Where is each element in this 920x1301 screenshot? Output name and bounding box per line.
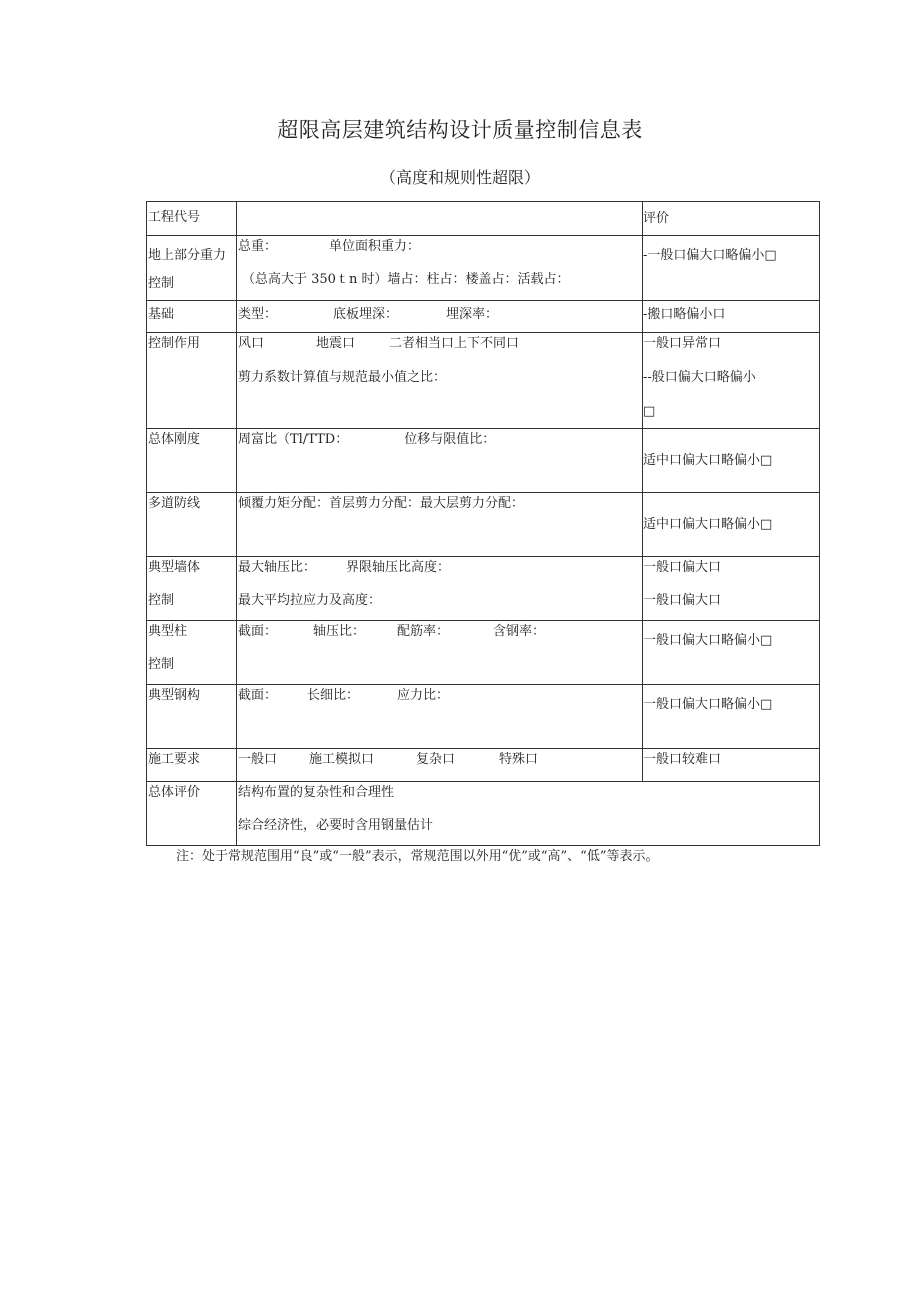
row-eval-wall (643, 557, 820, 621)
table-row-column (147, 621, 820, 685)
row-content-steel (237, 685, 643, 749)
row-eval-column: 一般口偏大口略偏小□ (643, 621, 820, 685)
row-label-defense: 多道防线 (147, 493, 237, 557)
wall-eval-line1: 一般口偏大口 (643, 560, 722, 575)
construction-special: 特殊口 (499, 752, 539, 767)
control-action-line1 (238, 333, 641, 355)
control-eval-line3: □ (643, 404, 656, 419)
row-label-column-line1: 典型柱 (148, 624, 188, 639)
row-label-stiffness: 总体刚度 (147, 429, 237, 493)
row-label-wall (147, 557, 237, 621)
table-row-construction (147, 749, 820, 782)
wall-limit-height: 界限轴压比高度： (346, 560, 451, 575)
control-eval-line1: 一般口异常口 (643, 336, 722, 351)
evaluation-header: 评价 (643, 202, 820, 236)
row-label-foundation: 基础 (147, 301, 237, 333)
row-eval-defense: 适中口偏大口略偏小□ (643, 493, 820, 557)
control-action-line2: 剪力系数计算值与规范最小值之比： (238, 370, 447, 385)
row-eval-stiffness: 适中口偏大口略偏小□ (643, 429, 820, 493)
gravity-unit-area-weight: 单位面积重力： (329, 239, 421, 254)
row-label-wall-line2: 控制 (148, 593, 175, 608)
construction-complex: 复杂口 (416, 752, 456, 767)
row-content-stiffness (237, 429, 643, 493)
row-label-construction: 施工要求 (147, 749, 237, 782)
gravity-total-weight: 总重： (238, 239, 278, 254)
gravity-line1 (238, 236, 641, 258)
row-label-steel: 典型钢构 (147, 685, 237, 749)
column-rebar-ratio: 配筋率： (397, 624, 450, 639)
control-info-table (146, 201, 820, 846)
row-content-gravity (237, 236, 643, 301)
table-row-foundation (147, 301, 820, 333)
project-code-label: 工程代号 (147, 202, 237, 236)
table-row-defense (147, 493, 820, 557)
table-row-stiffness (147, 429, 820, 493)
wall-eval-line2: 一般口偏大口 (643, 593, 722, 608)
steel-section: 截面： (238, 688, 278, 703)
table-row-steel (147, 685, 820, 749)
row-label-gravity-line2: 控制 (148, 276, 175, 291)
control-both: 二者相当口上下不同口 (389, 336, 520, 351)
project-code-value[interactable] (237, 202, 643, 236)
wall-line2: 最大平均拉应力及高度： (238, 593, 382, 608)
steel-stress-ratio: 应力比： (397, 688, 450, 703)
row-label-control-action: 控制作用 (147, 333, 237, 429)
document-subtitle: （高度和规则性超限） (379, 168, 540, 187)
table-row-gravity (147, 236, 820, 301)
table-row-control-action (147, 333, 820, 429)
wall-max-axial-ratio: 最大轴压比： (238, 560, 317, 575)
row-content-foundation (237, 301, 643, 333)
gravity-line2: （总高大于 350ｔn 时）墙占：柱占：楼盖占：活载占： (242, 272, 570, 287)
control-wind: 风口 (238, 336, 265, 351)
row-content-control-action (237, 333, 643, 429)
row-label-gravity-line1: 地上部分重力 (148, 248, 227, 263)
column-section: 截面： (238, 624, 278, 639)
wall-line1 (238, 557, 641, 579)
table-row-wall (147, 557, 820, 621)
row-content-wall (237, 557, 643, 621)
row-label-wall-line1: 典型墙体 (148, 560, 201, 575)
row-label-column-line2: 控制 (148, 657, 175, 672)
row-eval-construction: 一般口较难口 (643, 749, 820, 782)
control-eval-line2: --般口偏大口略偏小 (643, 370, 756, 385)
construction-simulation: 施工模拟口 (309, 752, 375, 767)
overall-line2: 综合经济性，必要时含用钢量估计 (238, 818, 434, 833)
table-row-header (147, 202, 820, 236)
row-content-column (237, 621, 643, 685)
stiffness-period-ratio: 周富比（Tl/TTD： (238, 432, 349, 447)
table-row-overall (147, 782, 820, 846)
overall-line1: 结构布置的复杂性和合理性 (238, 785, 395, 800)
row-content-overall (237, 782, 820, 846)
control-earthquake: 地震口 (316, 336, 356, 351)
foundation-slab-depth: 底板埋深： (333, 307, 399, 322)
steel-slenderness: 长细比： (307, 688, 360, 703)
footnote: 注：处于常规范围用“良”或“一般”表示，常规范围以外用“优”或“高”、“低”等表示。 (176, 849, 659, 864)
row-eval-foundation: -搬口略偏小口 (643, 301, 820, 333)
row-label-gravity (147, 236, 237, 301)
foundation-depth-ratio: 埋深率： (446, 307, 499, 322)
document-title: 超限高层建筑结构设计质量控制信息表 (277, 118, 643, 142)
row-label-overall: 总体评价 (147, 782, 237, 846)
row-eval-steel: 一般口偏大口略偏小□ (643, 685, 820, 749)
row-content-defense: 倾覆力矩分配：首层剪力分配：最大层剪力分配： (237, 493, 643, 557)
column-steel-ratio: 含钢率： (493, 624, 546, 639)
construction-normal: 一般口 (238, 752, 278, 767)
stiffness-displacement-ratio: 位移与限值比： (404, 432, 496, 447)
row-eval-control-action (643, 333, 820, 429)
row-eval-gravity: -一般口偏大口略偏小□ (643, 236, 820, 301)
row-label-column (147, 621, 237, 685)
column-axial-ratio: 轴压比： (313, 624, 366, 639)
row-content-construction (237, 749, 643, 782)
foundation-type: 类型： (238, 307, 278, 322)
